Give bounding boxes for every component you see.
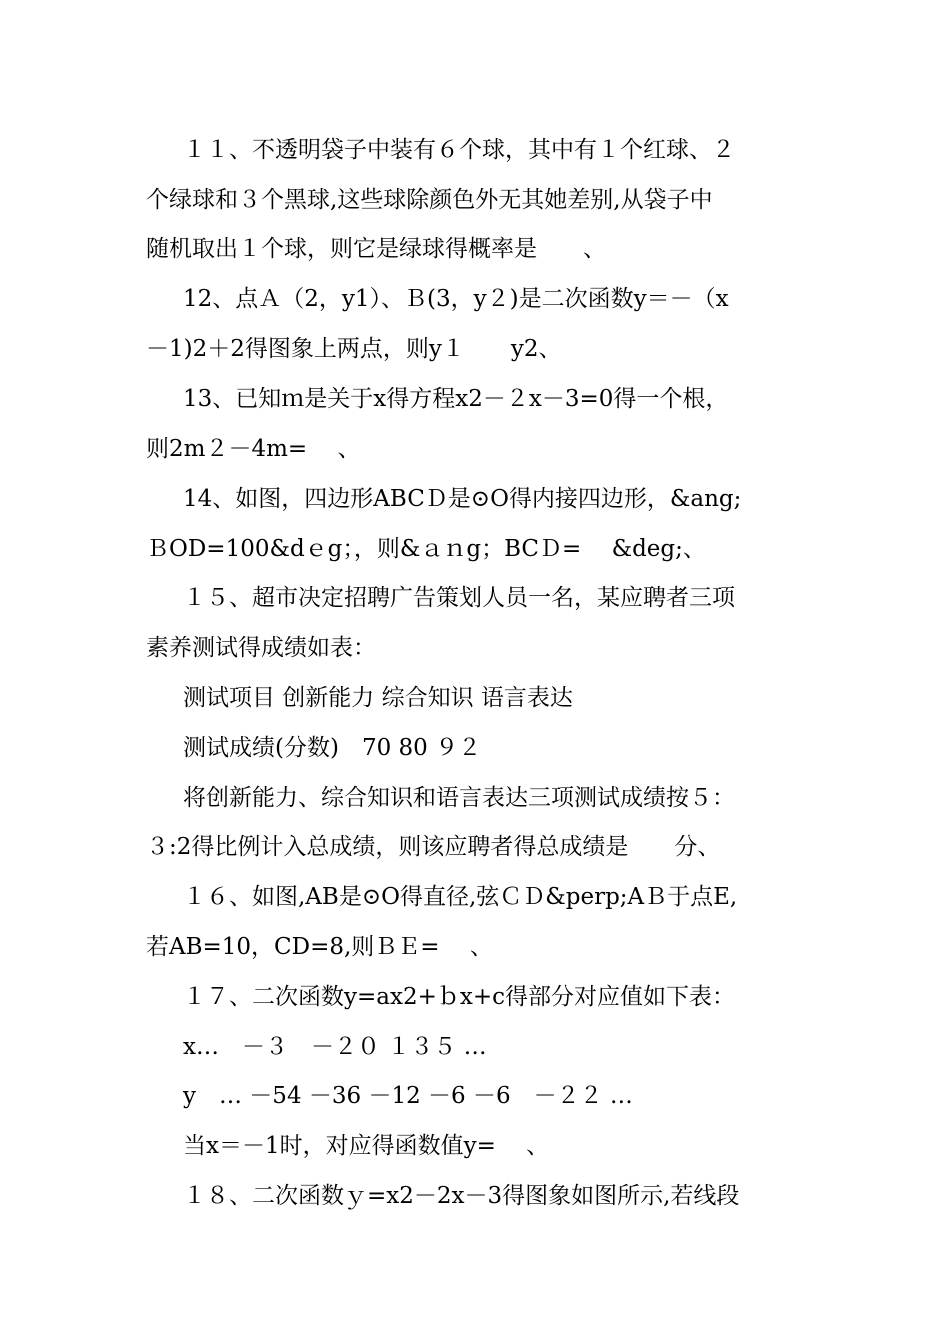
- q12-line-2: －1)2＋2得图象上两点，则y１ y2、: [146, 336, 562, 362]
- q16-line-2: 若AB=10，CD=8,则ＢＥ= 、: [146, 934, 493, 960]
- q11-line-3: 随机取出１个球，则它是绿球得概率是 、: [146, 236, 606, 262]
- q15-line-2: 素养测试得成绩如表：: [146, 635, 376, 661]
- q18-line-1: １８、二次函数ｙ=x2－2x－3得图象如图所示,若线段: [183, 1183, 740, 1209]
- q13-line-1: 13、已知ｍ是关于x得方程x2－２x－3=0得一个根，: [183, 386, 729, 412]
- q14-line-2: ＢOD=100&dｅg；，则&ａｎg；BCＤ= &deg;、: [146, 536, 706, 562]
- q15-table-scores: 测试成绩(分数) 70 80 ９２: [183, 735, 482, 761]
- q17-x-row: x… －３ －２０ １３５ …: [183, 1034, 487, 1060]
- q11-line-2: 个绿球和３个黑球,这些球除颜色外无其她差别,从袋子中: [146, 187, 713, 213]
- q11-line-1: １１、不透明袋子中装有６个球，其中有１个红球、２: [183, 137, 735, 163]
- q15-line-1: １５、超市决定招聘广告策划人员一名，某应聘者三项: [183, 585, 735, 611]
- q14-line-1: 14、如图，四边形ABCＤ是⊙O得内接四边形，&ang;: [183, 486, 742, 512]
- q15-table-header: 测试项目 创新能力 综合知识 语言表达: [183, 685, 573, 711]
- q15-line-3: 将创新能力、综合知识和语言表达三项测试成绩按５：: [183, 785, 735, 811]
- q17-y-row: y … －54 －36 －12 －6 －6 －２２ …: [183, 1083, 633, 1109]
- q12-line-1: 12、点Ａ（2，y1）、Ｂ(3，y２)是二次函数y＝－（x: [183, 286, 729, 312]
- q15-line-4: ３:2得比例计入总成绩，则该应聘者得总成绩是 分、: [146, 834, 721, 860]
- q16-line-1: １６、如图,AB是⊙O得直径,弦ＣＤ&perp;AＢ于点E,: [183, 884, 738, 910]
- q17-line-1: １７、二次函数y=ax2+ｂx+c得部分对应值如下表：: [183, 984, 735, 1010]
- q17-line-2: 当x＝－1时，对应得函数值y= 、: [183, 1133, 550, 1159]
- q13-line-2: 则2m２－4m= 、: [146, 436, 361, 462]
